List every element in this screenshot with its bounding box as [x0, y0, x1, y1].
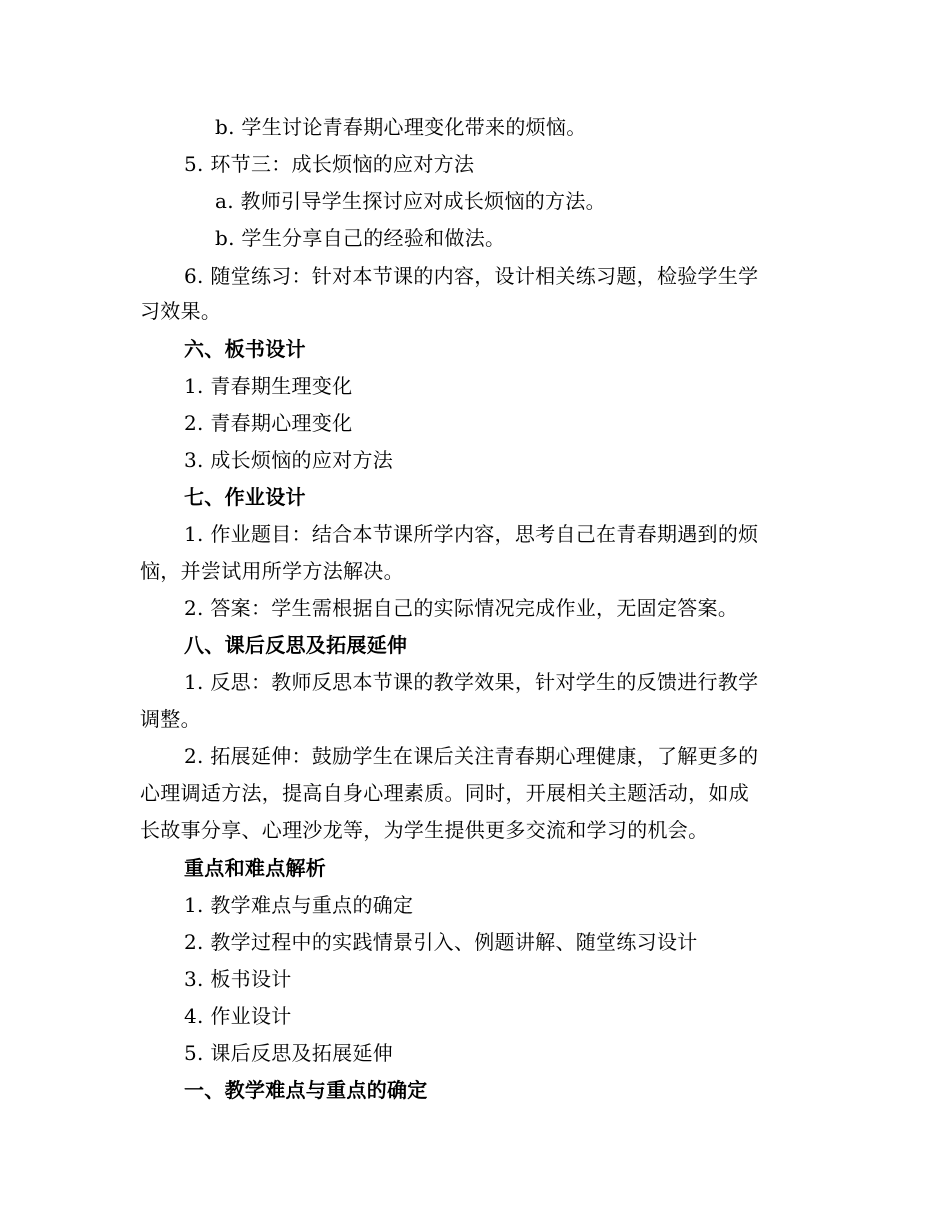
section-heading: 重点和难点解析	[184, 856, 327, 880]
paragraph-line: 1. 反思：教师反思本节课的教学效果，针对学生的反馈进行教学	[184, 670, 759, 694]
paragraph-line: 习效果。	[140, 299, 222, 323]
paragraph-line: 长故事分享、心理沙龙等，为学生提供更多交流和学习的机会。	[140, 818, 709, 842]
section-heading: 八、课后反思及拓展延伸	[184, 633, 408, 657]
paragraph-line: 恼，并尝试用所学方法解决。	[140, 559, 404, 583]
list-item: a. 教师引导学生探讨应对成长烦恼的方法。	[215, 189, 606, 213]
paragraph-line: 2. 拓展延伸：鼓励学生在课后关注青春期心理健康，了解更多的	[184, 744, 759, 768]
paragraph-line: 调整。	[140, 707, 201, 731]
list-item: b. 学生分享自己的经验和做法。	[215, 226, 506, 250]
paragraph-line: 2. 答案：学生需根据自己的实际情况完成作业，无固定答案。	[184, 596, 739, 620]
section-heading: 七、作业设计	[184, 485, 306, 509]
list-item: 1. 教学难点与重点的确定	[184, 893, 414, 917]
list-item: 2. 教学过程中的实践情景引入、例题讲解、随堂练习设计	[184, 930, 698, 954]
section-heading: 六、板书设计	[184, 337, 306, 361]
list-item: 2. 青春期心理变化	[184, 411, 353, 435]
section-heading: 一、教学难点与重点的确定	[184, 1078, 428, 1102]
paragraph-line: 1. 作业题目：结合本节课所学内容，思考自己在青春期遇到的烦	[184, 522, 759, 546]
list-item: 4. 作业设计	[184, 1004, 292, 1028]
list-item: b. 学生讨论青春期心理变化带来的烦恼。	[215, 115, 587, 139]
list-item: 3. 板书设计	[184, 967, 292, 991]
list-item: 5. 环节三：成长烦恼的应对方法	[184, 152, 475, 176]
list-item: 5. 课后反思及拓展延伸	[184, 1041, 394, 1065]
list-item: 1. 青春期生理变化	[184, 374, 353, 398]
paragraph-line: 6. 随堂练习：针对本节课的内容，设计相关练习题，检验学生学	[184, 264, 759, 288]
list-item: 3. 成长烦恼的应对方法	[184, 448, 394, 472]
paragraph-line: 心理调适方法，提高自身心理素质。同时，开展相关主题活动，如成	[140, 781, 749, 805]
